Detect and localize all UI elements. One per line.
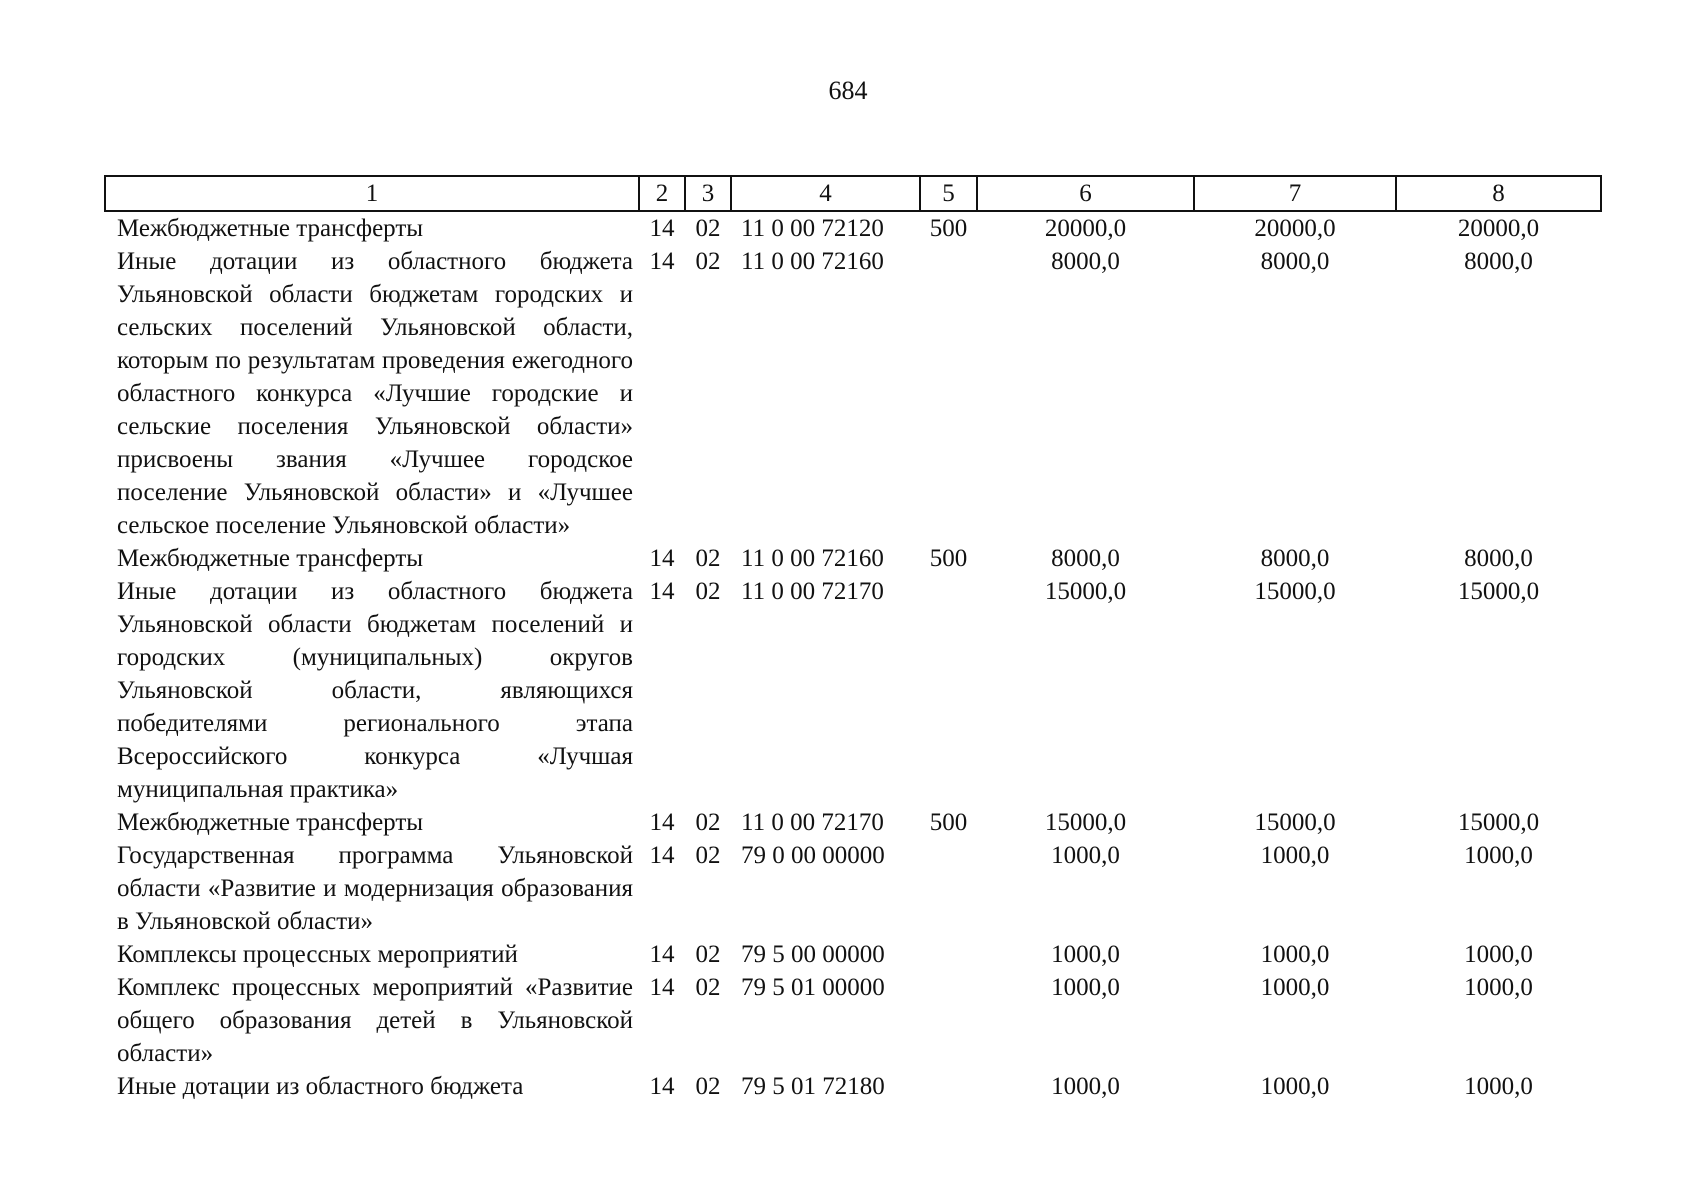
row-value-6: 1000,0 xyxy=(1051,1073,1120,1100)
row-value-8: 8000,0 xyxy=(1464,248,1533,275)
row-value-7: 1000,0 xyxy=(1260,941,1330,968)
row-expense-type xyxy=(920,1070,977,1103)
row-value-7: 1000,0 xyxy=(1260,1073,1330,1100)
column-header-4: 4 xyxy=(731,176,920,211)
row-name: Иные дотации из областного бюджета Ульяновской области бюджетам поселений и городских (муниципальных) округов Ульяновской области, являющихся победителями регионального этапа Всероссийского конкурса «Лучшая муниципальная практика» xyxy=(117,578,633,803)
row-subsection: 02 xyxy=(695,974,721,1001)
row-subsection: 02 xyxy=(695,578,721,605)
table-row xyxy=(105,971,1601,1070)
row-value-8: 1000,0 xyxy=(1464,842,1533,869)
row-expense-type: 500 xyxy=(929,809,968,836)
row-expense-type xyxy=(920,839,977,938)
column-header-2: 2 xyxy=(639,176,685,211)
row-name: Межбюджетные трансферты xyxy=(117,545,424,572)
row-section: 14 xyxy=(649,842,675,869)
row-value-8: 1000,0 xyxy=(1464,1073,1533,1100)
row-value-6: 20000,0 xyxy=(1044,215,1127,242)
row-value-7: 1000,0 xyxy=(1260,842,1330,869)
column-header-3: 3 xyxy=(685,176,731,211)
row-section: 14 xyxy=(649,974,675,1001)
column-header-8: 8 xyxy=(1396,176,1601,211)
row-subsection: 02 xyxy=(695,809,721,836)
row-value-7: 8000,0 xyxy=(1260,545,1330,572)
row-section: 14 xyxy=(649,809,675,836)
row-target-code: 11 0 00 72160 xyxy=(741,545,884,572)
row-value-6: 1000,0 xyxy=(1051,941,1120,968)
row-value-8: 1000,0 xyxy=(1464,941,1533,968)
row-name: Иные дотации из областного бюджета Ульяновской области бюджетам городских и сельских поселений Ульяновской области, которым по результатам проведения ежегодного областного конкурса «Лучшие городские и сельские поселения Ульяновской области» присвоены звания «Лучшее городское поселение Ульяновской области» и «Лучшее сельское поселение Ульяновской области» xyxy=(117,248,633,539)
row-section: 14 xyxy=(649,545,675,572)
row-target-code: 79 5 01 00000 xyxy=(741,974,885,1001)
budget-table xyxy=(104,175,1602,1103)
row-expense-type xyxy=(920,971,977,1070)
column-header-5: 5 xyxy=(920,176,977,211)
row-value-7: 15000,0 xyxy=(1254,578,1336,605)
row-section: 14 xyxy=(649,248,675,275)
row-subsection: 02 xyxy=(695,941,721,968)
row-name: Межбюджетные трансферты xyxy=(117,809,424,836)
row-name: Государственная программа Ульяновской области «Развитие и модернизация образования в Ульяновской области» xyxy=(117,842,633,935)
row-value-7: 15000,0 xyxy=(1254,809,1336,836)
row-expense-type xyxy=(920,938,977,971)
row-section: 14 xyxy=(649,941,675,968)
row-subsection: 02 xyxy=(695,1073,721,1100)
row-value-8: 1000,0 xyxy=(1464,974,1533,1001)
page-number: 684 xyxy=(828,76,868,105)
row-target-code: 11 0 00 72120 xyxy=(741,215,884,242)
table-row xyxy=(105,1070,1601,1103)
row-subsection: 02 xyxy=(695,215,721,242)
row-target-code: 11 0 00 72170 xyxy=(741,578,884,605)
row-expense-type: 500 xyxy=(929,545,968,572)
row-value-8: 20000,0 xyxy=(1457,215,1540,242)
row-name: Межбюджетные трансферты xyxy=(117,215,424,242)
row-name: Комплексы процессных мероприятий xyxy=(117,941,518,968)
row-value-6: 15000,0 xyxy=(1044,578,1127,605)
row-target-code: 79 5 00 00000 xyxy=(741,941,885,968)
row-value-8: 15000,0 xyxy=(1457,578,1540,605)
header-row xyxy=(105,176,1601,211)
row-subsection: 02 xyxy=(695,545,721,572)
row-value-6: 1000,0 xyxy=(1051,842,1120,869)
row-target-code: 11 0 00 72170 xyxy=(741,809,884,836)
row-section: 14 xyxy=(649,1073,675,1100)
row-value-7: 20000,0 xyxy=(1254,215,1336,242)
table-row xyxy=(105,575,1601,806)
row-value-6: 15000,0 xyxy=(1044,809,1127,836)
row-value-6: 8000,0 xyxy=(1051,545,1120,572)
row-section: 14 xyxy=(649,215,675,242)
row-expense-type: 500 xyxy=(929,215,968,242)
row-expense-type xyxy=(920,575,977,806)
table-row xyxy=(105,245,1601,542)
row-expense-type xyxy=(920,245,977,542)
row-value-8: 8000,0 xyxy=(1464,545,1533,572)
column-header-1: 1 xyxy=(105,176,639,211)
row-value-7: 1000,0 xyxy=(1260,974,1330,1001)
column-header-7: 7 xyxy=(1194,176,1396,211)
table-row xyxy=(105,542,1601,575)
row-target-code: 79 5 01 72180 xyxy=(741,1073,885,1100)
table-row xyxy=(105,806,1601,839)
row-value-7: 8000,0 xyxy=(1260,248,1330,275)
table-row xyxy=(105,938,1601,971)
row-subsection: 02 xyxy=(695,842,721,869)
row-value-6: 8000,0 xyxy=(1051,248,1120,275)
row-name: Комплекс процессных мероприятий «Развитие общего образования детей в Ульяновской области» xyxy=(117,974,633,1067)
row-value-6: 1000,0 xyxy=(1051,974,1120,1001)
row-subsection: 02 xyxy=(695,248,721,275)
table-row xyxy=(105,211,1601,245)
row-section: 14 xyxy=(649,578,675,605)
row-value-8: 15000,0 xyxy=(1457,809,1540,836)
column-header-6: 6 xyxy=(977,176,1194,211)
table-row xyxy=(105,839,1601,938)
row-target-code: 79 0 00 00000 xyxy=(741,842,885,869)
row-target-code: 11 0 00 72160 xyxy=(741,248,884,275)
row-name: Иные дотации из областного бюджета xyxy=(117,1073,524,1100)
